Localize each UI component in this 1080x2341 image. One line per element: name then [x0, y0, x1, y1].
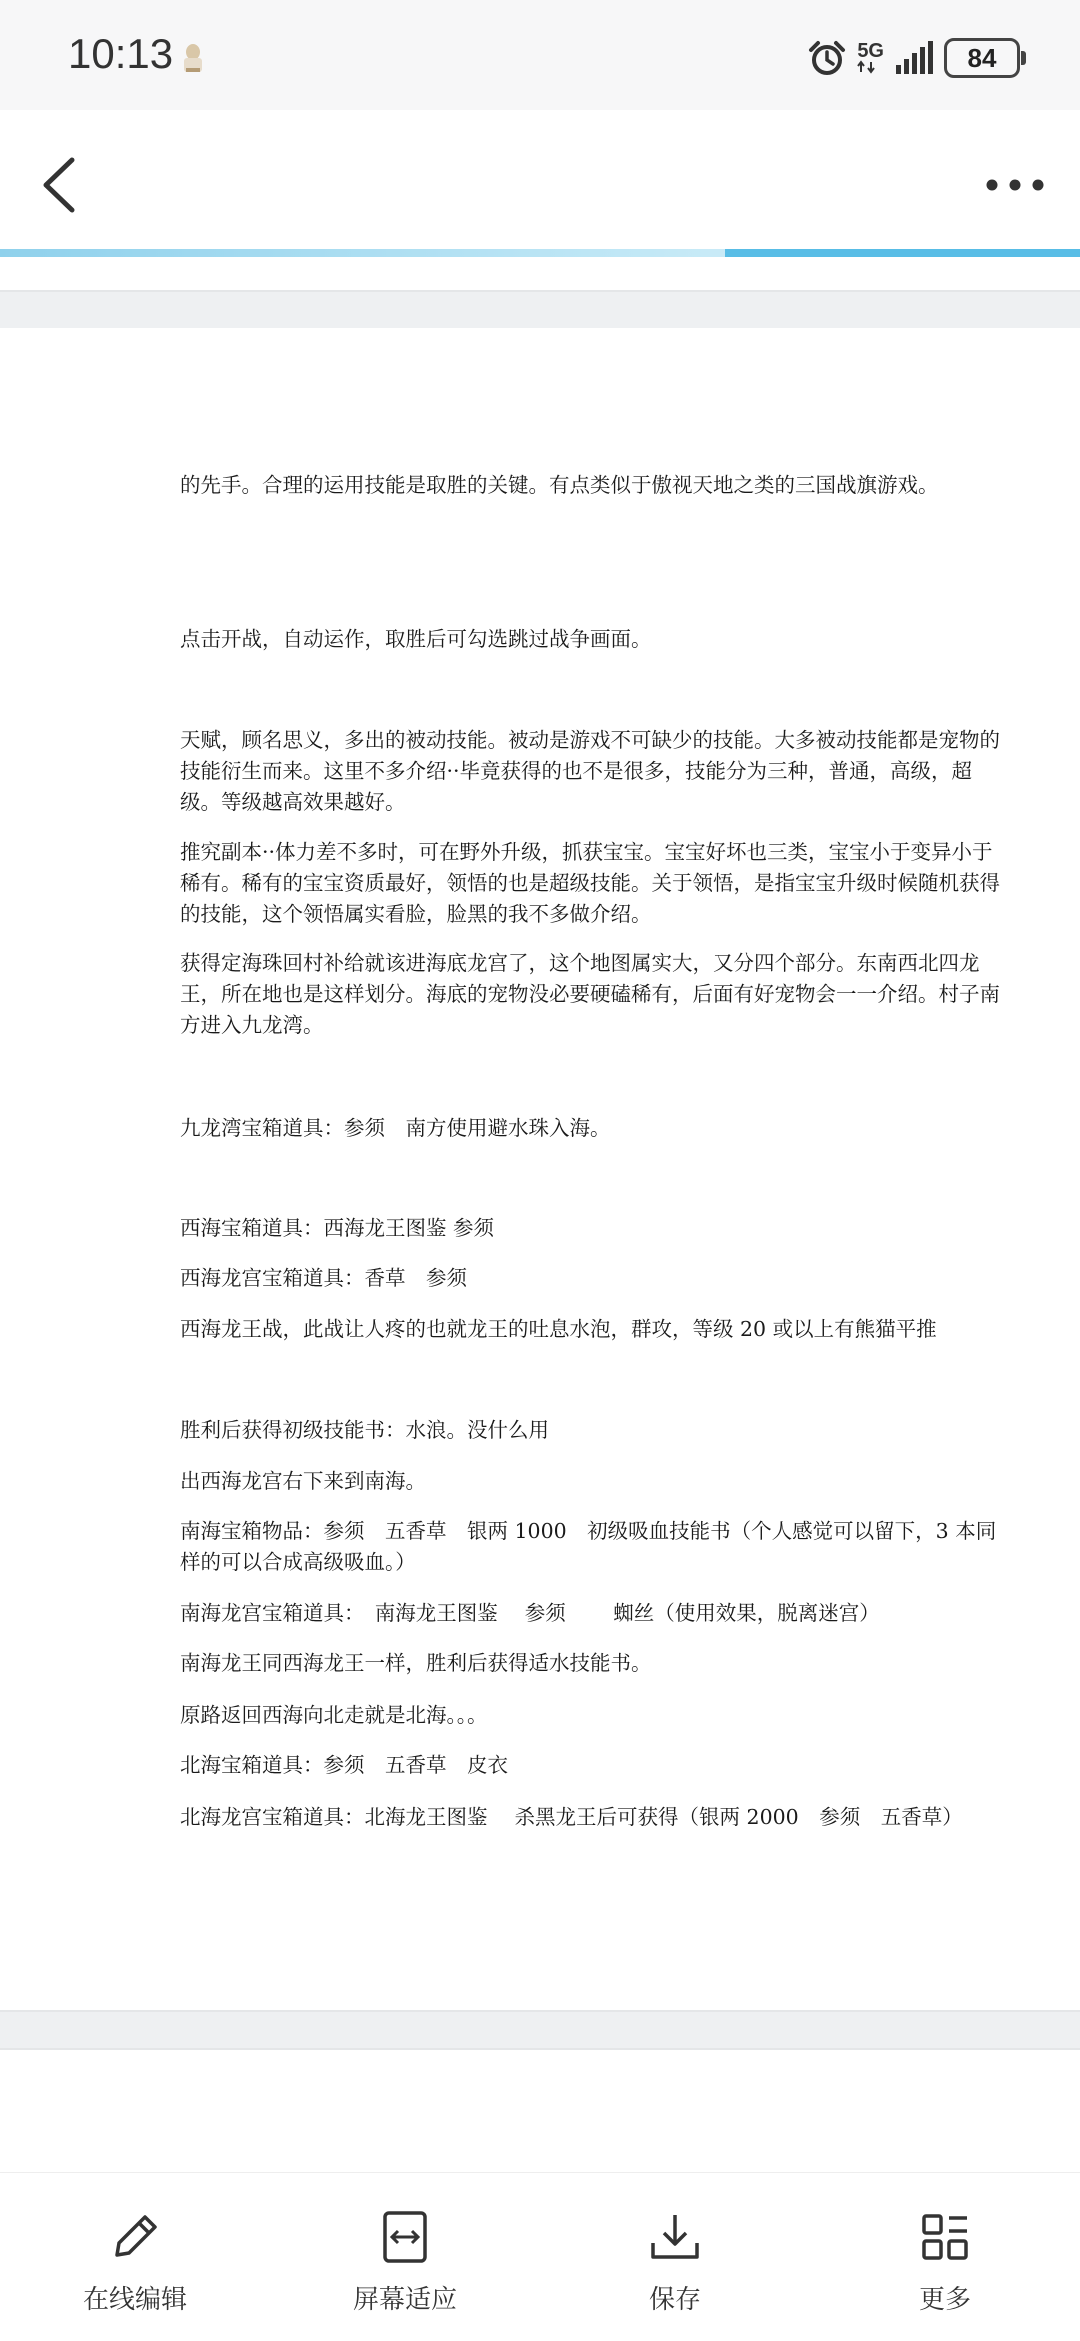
ellipsis-icon — [980, 155, 1050, 215]
document-paragraph: 北海宝箱道具：参须 五香草 皮衣 — [180, 1753, 508, 1777]
fit-screen-icon — [375, 2207, 435, 2267]
document-paragraph: 胜利后获得初级技能书：水浪。没什么用 — [180, 1418, 549, 1442]
download-icon — [645, 2207, 705, 2267]
document-page — [0, 328, 1080, 2010]
document-paragraph: 南海宝箱物品：参须 五香草 银两 1000 初级吸血技能书（个人感觉可以留下，3 本同样的可以合成高级吸血。） — [180, 1519, 997, 1574]
grid-icon — [915, 2207, 975, 2267]
page-separator — [0, 2010, 1080, 2050]
status-indicators — [807, 36, 1020, 80]
more-options-button[interactable] — [980, 155, 1050, 215]
save-button[interactable] — [575, 2173, 775, 2341]
fit-screen-label: 屏幕适应 — [352, 2285, 457, 2315]
page-separator — [0, 290, 1080, 330]
reading-progress-indicator[interactable] — [725, 249, 1080, 257]
back-button[interactable] — [30, 150, 90, 220]
document-paragraph: 西海宝箱道具：西海龙王图鉴 参须 — [180, 1216, 495, 1240]
network-indicator — [857, 42, 884, 74]
fit-screen-button[interactable] — [305, 2173, 505, 2341]
document-paragraph: 获得定海珠回村补给就该进海底龙宫了，这个地图属实大，又分四个部分。东南西北四龙王，所在地也是这样划分。海底的宠物没必要硬磕稀有，后面有好宠物会一一介绍。村子南方进入九龙湾。 — [180, 951, 1000, 1037]
chevron-left-icon — [30, 150, 90, 220]
document-paragraph: 天赋，顾名思义，多出的被动技能。被动是游戏不可缺少的技能。大多被动技能都是宠物的技能衍生而来。这里不多介绍··毕竟获得的也不是很多，技能分为三种，普通，高级，超级。等级越高效果越好。 — [180, 728, 1000, 814]
more-label: 更多 — [918, 2285, 971, 2315]
alarm-icon — [807, 38, 847, 78]
status-bar — [0, 0, 1080, 110]
document-paragraph: 九龙湾宝箱道具：参须 南方使用避水珠入海。 — [180, 1116, 611, 1140]
notification-icon — [178, 42, 208, 76]
more-button[interactable] — [845, 2173, 1045, 2341]
document-paragraph: 推究副本··体力差不多时，可在野外升级，抓获宝宝。宝宝好坏也三类，宝宝小于变异小于稀有。稀有的宝宝资质最好，领悟的也是超级技能。关于领悟，是指宝宝升级时候随机获得的技能，这个领悟属实看脸，脸黑的我不多做介绍。 — [180, 840, 1000, 926]
battery-level: 84 — [967, 42, 997, 73]
signal-icon — [894, 41, 934, 75]
document-paragraph: 点击开战，自动运作，取胜后可勾选跳过战争画面。 — [180, 627, 652, 651]
document-paragraph: 西海龙宫宝箱道具：香草 参须 — [180, 1266, 467, 1290]
save-label: 保存 — [648, 2285, 701, 2315]
online-edit-label: 在线编辑 — [82, 2285, 187, 2315]
document-paragraph: 南海龙王同西海龙王一样，胜利后获得适水技能书。 — [180, 1651, 652, 1675]
document-paragraph: 西海龙王战，此战让人疼的也就龙王的吐息水泡，群攻，等级 20 或以上有熊猫平推 — [180, 1317, 937, 1341]
network-label: 5G — [857, 40, 884, 62]
document-paragraph: 北海龙宫宝箱道具：北海龙王图鉴 杀黑龙王后可获得（银两 2000 参须 五香草） — [180, 1805, 963, 1829]
document-paragraph: 的先手。合理的运用技能是取胜的关键。有点类似于傲视天地之类的三国战旗游戏。 — [180, 473, 939, 497]
online-edit-button[interactable] — [35, 2173, 235, 2341]
data-arrows-icon — [857, 60, 877, 74]
document-paragraph: 出西海龙宫右下来到南海。 — [180, 1469, 426, 1493]
document-paragraph: 原路返回西海向北走就是北海。。。 — [180, 1703, 488, 1727]
top-bar — [0, 110, 1080, 250]
document-paragraph: 南海龙宫宝箱道具： 南海龙王图鉴 参须 蜘丝（使用效果，脱离迷宫） — [180, 1601, 880, 1625]
status-time: 10:13 — [68, 30, 174, 77]
battery-indicator — [944, 38, 1020, 78]
pencil-icon — [105, 2207, 165, 2267]
bottom-toolbar — [0, 2172, 1080, 2341]
